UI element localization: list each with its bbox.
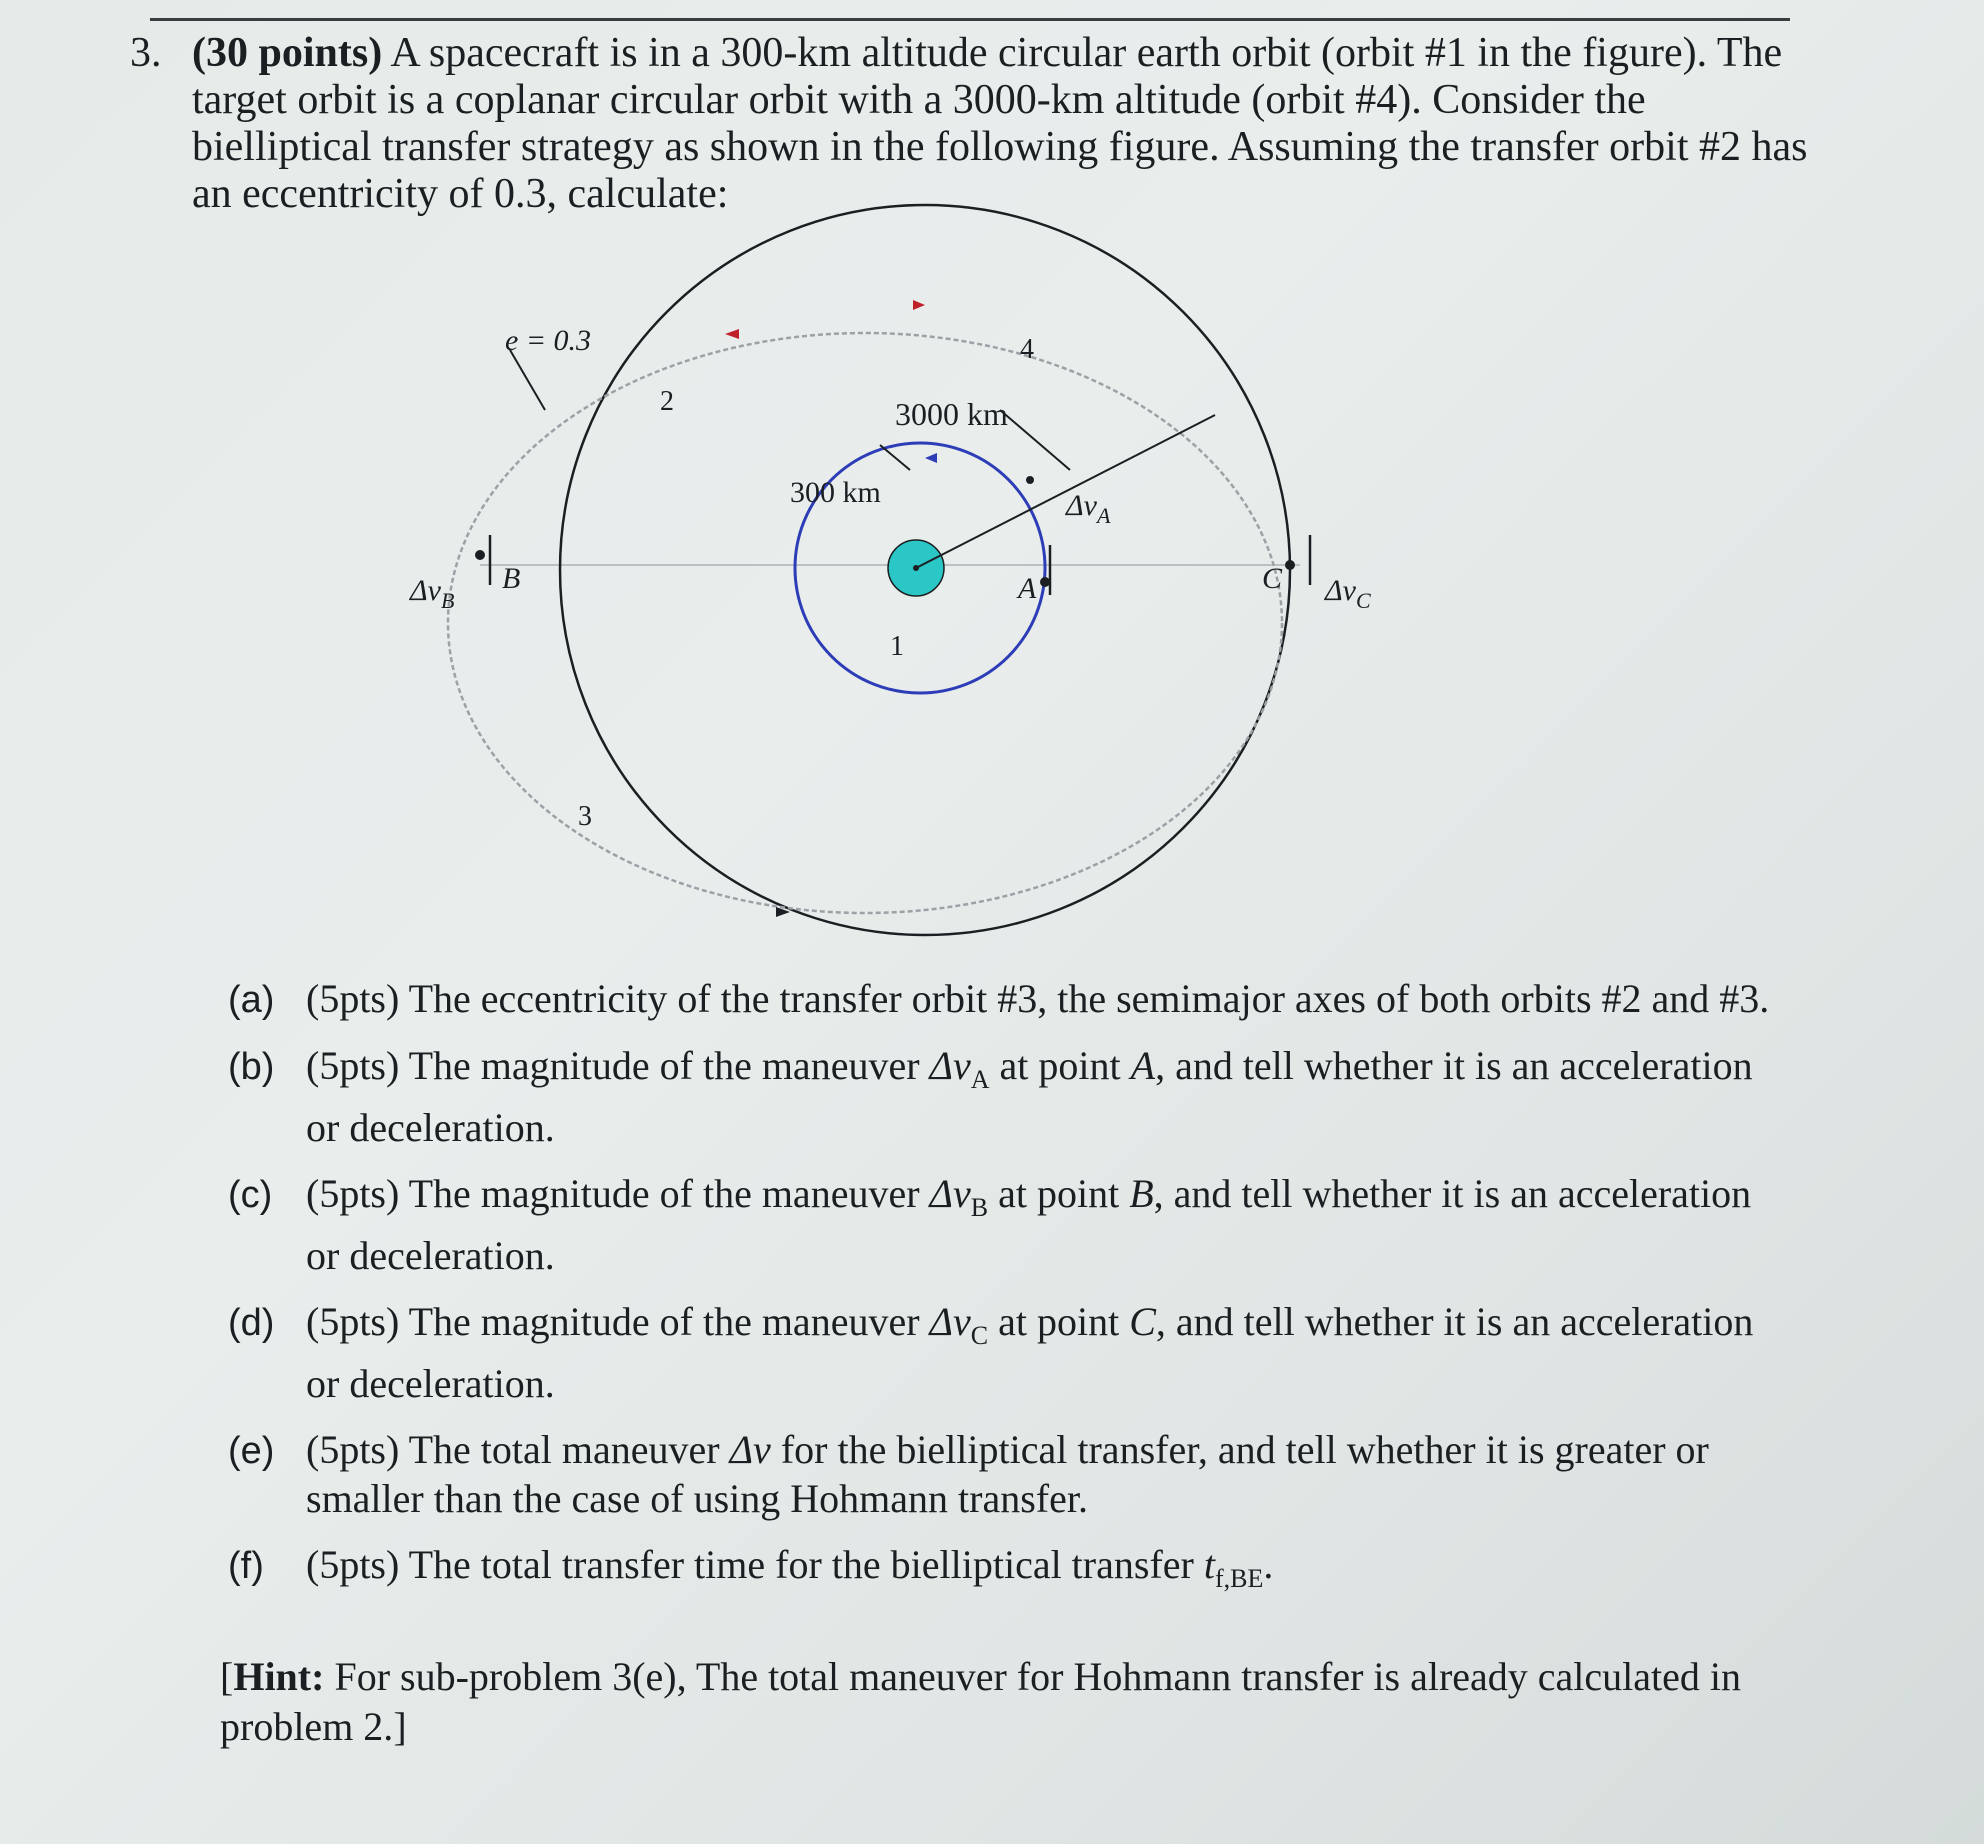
header-rule xyxy=(150,18,1790,21)
dv-b-label: $\Delta v_B$ xyxy=(410,574,455,613)
sub-problem-e: (e) (5pts) The total maneuver Δv for the bielliptical transfer, and tell whether it is greater or smaller than the case of using Hohmann transfer. xyxy=(228,1427,1709,1521)
point-b-marker xyxy=(475,550,485,560)
point-b-label: B xyxy=(502,562,521,595)
dv-a-label: $\Delta v_A$ xyxy=(1066,489,1111,528)
orbit-2-arrow xyxy=(725,329,739,339)
sub-problem-a: (a) (5pts) The eccentricity of the transfer orbit #3, the semimajor axes of both orbits #2 and #3. xyxy=(228,976,1770,1021)
sub-problem-list xyxy=(228,975,1788,1621)
sub-problem-f: (f) (5pts) The total transfer time for the bielliptical transfer $t_{f,BE}$. xyxy=(228,1542,1274,1593)
sub-problem-b: (b) (5pts) The magnitude of the maneuver $\Delta v_A$ at point A, and tell whether it is an acceleration or deceleration. xyxy=(228,1043,1753,1150)
problem-points: (30 points) xyxy=(192,30,383,76)
sub-problem-c: (c) (5pts) The magnitude of the maneuver $\Delta v_B$ at point B, and tell whether it is an acceleration or deceleration. xyxy=(228,1171,1752,1278)
dv-c-label: $\Delta v_C$ xyxy=(1325,574,1371,613)
orbit-diagram xyxy=(410,320,1510,920)
orbit-2-label: 2 xyxy=(660,386,674,417)
alt1-leader xyxy=(880,445,910,470)
point-c-marker xyxy=(1285,560,1295,570)
orbit-4-hub-dot xyxy=(1026,476,1034,484)
alt1-label: 300 km xyxy=(790,476,881,509)
orbit-4-arrow xyxy=(913,300,925,310)
problem-number: 3. xyxy=(130,30,162,76)
alt4-label: 3000 km xyxy=(895,396,1008,432)
orbit-3-label: 3 xyxy=(578,801,592,832)
point-a-label: A xyxy=(1018,572,1037,605)
sub-problem-d: (d) (5pts) The magnitude of the maneuver $\Delta v_C$ at point C, and tell whether it is an acceleration or deceleration. xyxy=(228,1299,1754,1406)
hint-note: [Hint: For sub-problem 3(e), The total maneuver for Hohmann transfer is already calculated in problem 2.] xyxy=(220,1654,1741,1749)
orbit-1-label: 1 xyxy=(890,631,904,662)
ecc-label: e = 0.3 xyxy=(505,324,592,357)
problem-statement xyxy=(130,30,1810,218)
alt4-leader xyxy=(1000,410,1070,470)
hint-label: Hint: xyxy=(233,1654,325,1699)
point-c-label: C xyxy=(1262,562,1283,595)
problem-body: A spacecraft is in a 300-km altitude circular earth orbit (orbit #1 in the figure). The target orbit is a coplanar circular orbit with a 3000-km altitude (orbit #4). Consider the bielliptical transfer strategy as shown in the following figure. Assuming the transfer orbit #2 has an eccentricity of 0.3, calculate: xyxy=(192,30,1808,217)
transfer-orbit-2-3 xyxy=(448,333,1282,913)
orbit-4-label: 4 xyxy=(1020,334,1034,365)
orbit-1-arrow xyxy=(925,453,937,463)
bielliptic-transfer-figure xyxy=(410,320,1510,920)
point-a-marker xyxy=(1040,577,1050,587)
ecc-leader xyxy=(510,350,545,410)
hint-text: For sub-problem 3(e), The total maneuver for Hohmann transfer is already calculated in problem 2. xyxy=(220,1654,1741,1749)
